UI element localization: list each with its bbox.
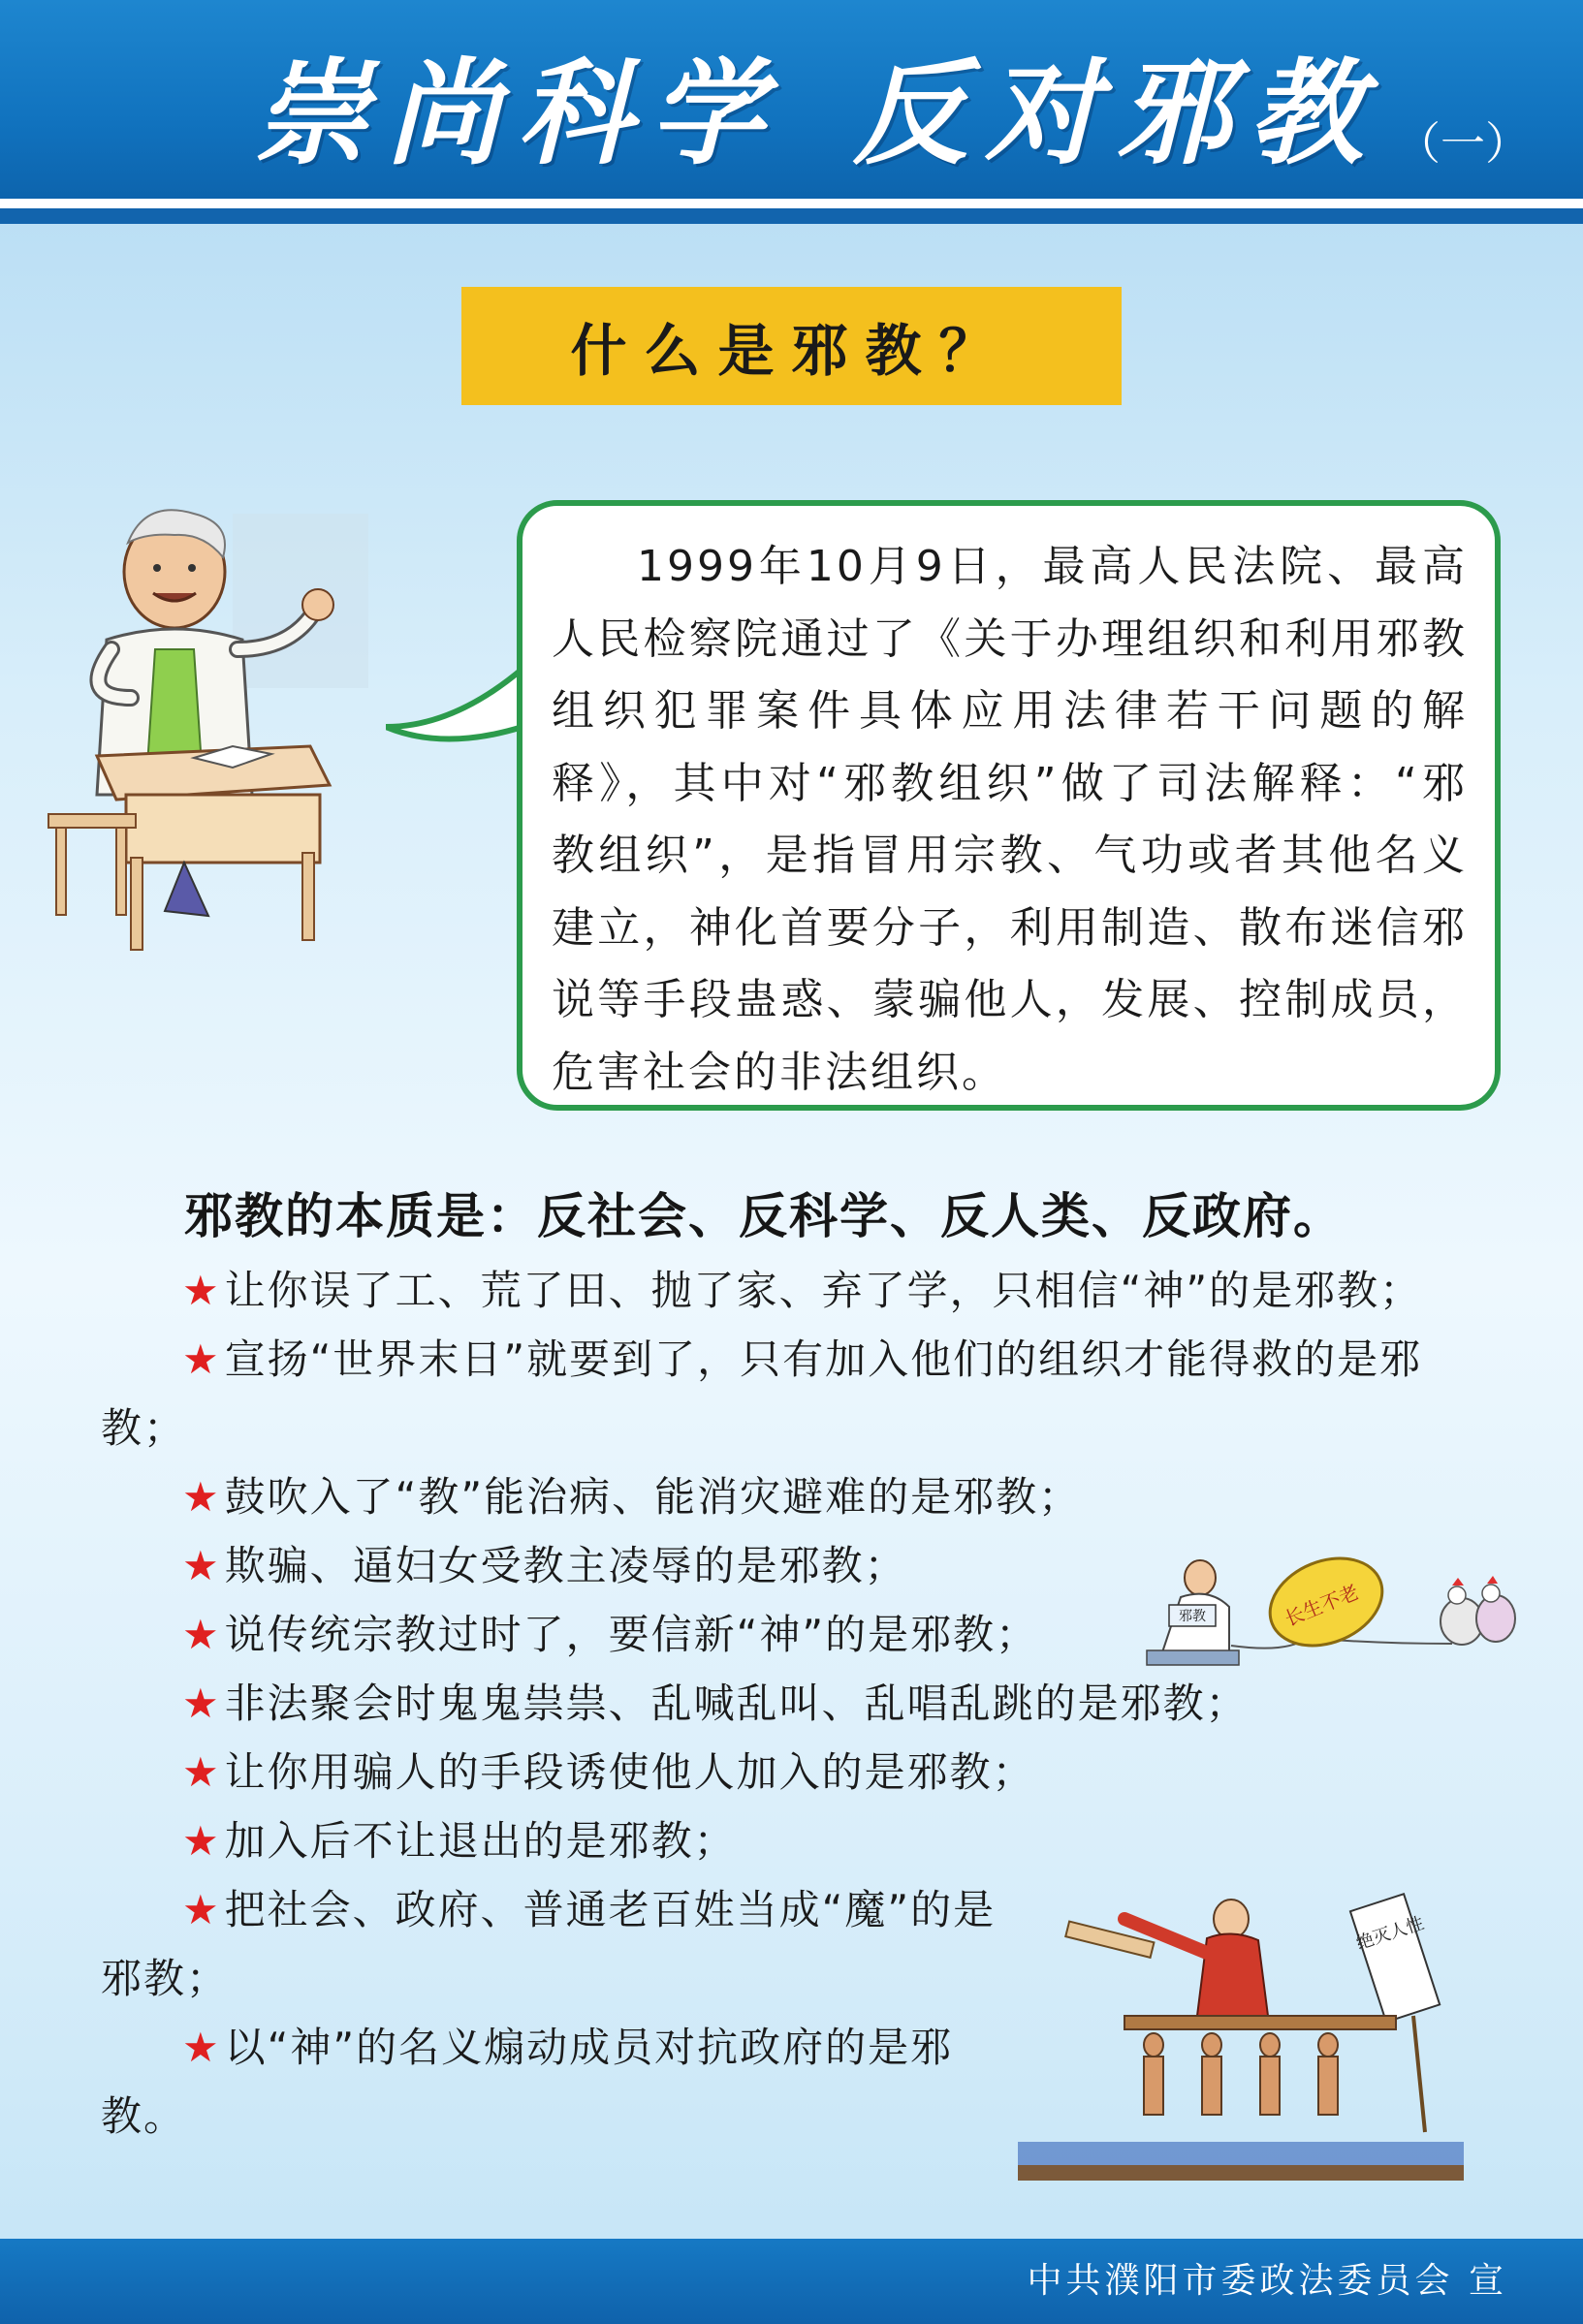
list-item: ★以“神”的名义煽动成员对抗政府的是邪教。: [101, 2024, 954, 2140]
star-icon: ★: [182, 1542, 221, 1589]
footer-banner: [0, 2239, 1583, 2324]
star-icon: ★: [182, 1335, 221, 1383]
star-icon: ★: [182, 1817, 221, 1865]
list-item: ★让你误了工、荒了田、抛了家、弃了学，只相信“神”的是邪教；: [182, 1267, 1423, 1314]
definition-text: 1999年10月9日，最高人民法院、最高人民检察院通过了《关于办理组织和利用邪教组织犯罪案件具体应用法律若干问题的解释》，其中对“邪教组织”做了司法解释：“邪教组织”，是指冒用宗教、气功或者其他名义建立，神化首要分子，利用制造、散布迷信邪说等手段蛊惑、蒙骗他人，发展、控制成员，危害社会的非法组织。: [552, 542, 1468, 1097]
star-icon: ★: [182, 1680, 221, 1727]
list-item: ★加入后不让退出的是邪教；: [182, 1817, 737, 1865]
star-icon: ★: [182, 1886, 221, 1933]
banner-text: 绝灭人性: [1353, 1913, 1427, 1955]
money-bag-text: 长生不老: [1281, 1580, 1362, 1631]
procession-illustration: [1008, 1880, 1473, 2210]
essence-heading: 邪教的本质是：反社会、反科学、反人类、反政府。: [184, 1188, 1344, 1244]
star-icon: ★: [182, 1611, 221, 1658]
header-divider-blue: [0, 208, 1583, 224]
list-item: ★鼓吹入了“教”能治病、能消灾避难的是邪教；: [182, 1473, 1082, 1521]
question-heading: 什么是邪教？: [570, 318, 1013, 384]
star-icon: ★: [182, 1473, 221, 1521]
list-item: ★非法聚会时鬼鬼祟祟、乱喊乱叫、乱唱乱跳的是邪教；: [182, 1680, 1249, 1727]
star-icon: ★: [182, 2024, 221, 2071]
title-issue-number: （一）: [1396, 117, 1530, 170]
list-item: ★把社会、政府、普通老百姓当成“魔”的是邪教；: [101, 1886, 997, 2002]
sign-text: 邪教: [1179, 1609, 1206, 1624]
list-item: ★说传统宗教过时了，要信新“神”的是邪教；: [182, 1611, 1039, 1658]
teacher-illustration: [39, 504, 388, 959]
definition-speech-bubble: [517, 500, 1501, 1111]
speech-bubble-tail: [386, 659, 531, 766]
star-icon: ★: [182, 1267, 221, 1314]
question-heading-box: [461, 287, 1122, 405]
list-item: ★让你用骗人的手段诱使他人加入的是邪教；: [182, 1748, 1035, 1796]
list-item: ★欺骗、逼妇女受教主凌辱的是邪教；: [182, 1542, 907, 1589]
title-right: 反对邪教: [853, 46, 1381, 180]
footer-publisher: 中共濮阳市委政法委员会 宣: [1027, 2261, 1507, 2301]
header-banner: [0, 0, 1583, 199]
money-bag-illustration: [1142, 1529, 1530, 1675]
star-icon: ★: [182, 1748, 221, 1796]
header-divider-white: [0, 199, 1583, 208]
title-left: 崇尚科学: [254, 46, 782, 180]
list-item: ★宣扬“世界末日”就要到了，只有加入他们的组织才能得救的是邪教；: [101, 1335, 1423, 1452]
